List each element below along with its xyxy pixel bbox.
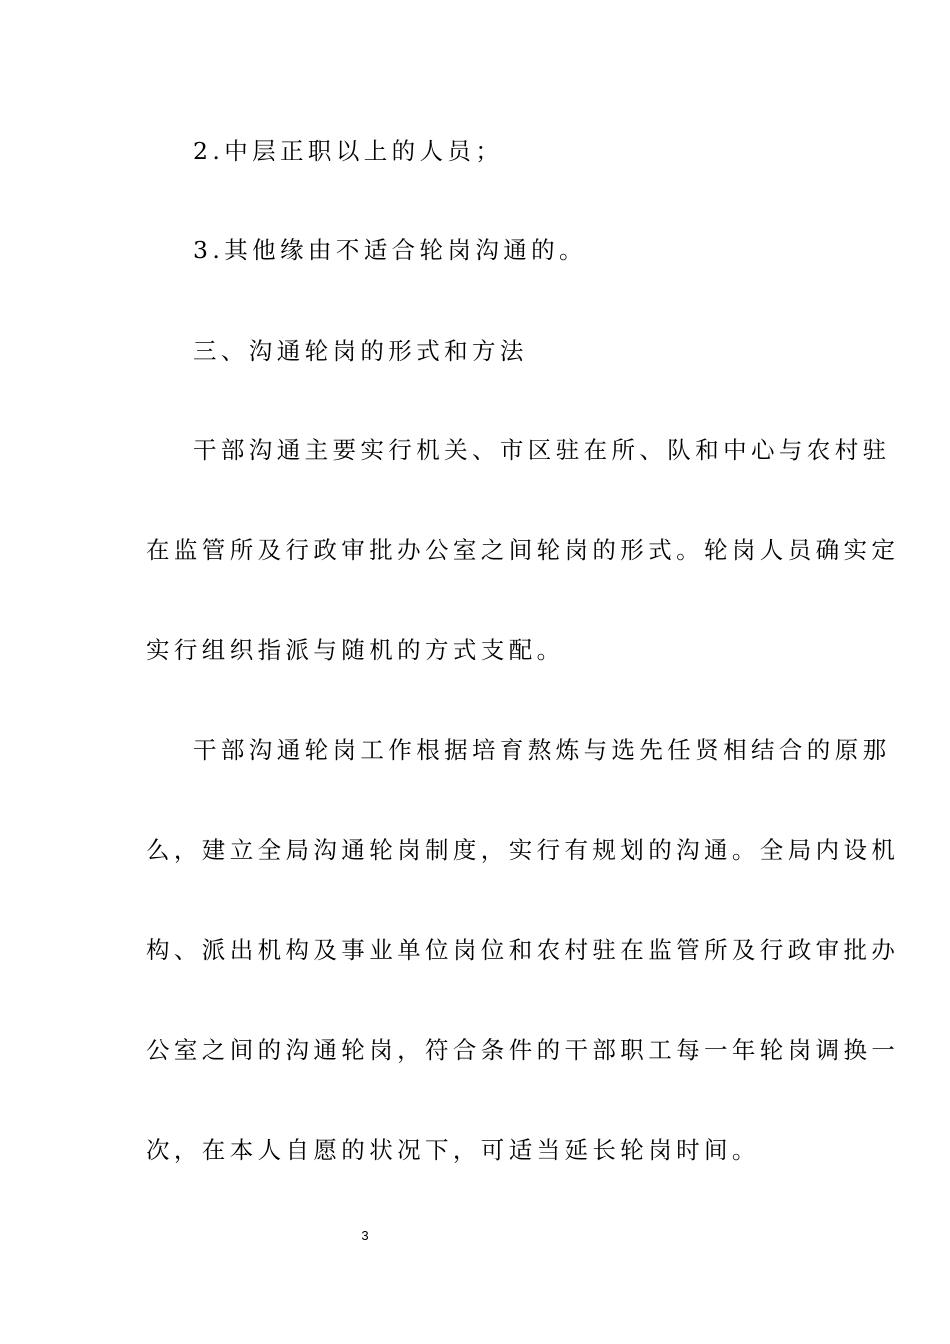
paragraph-2-line-5: 次，在本人自愿的状况下，可适当延长轮岗时间。: [146, 1136, 760, 1164]
paragraph-2-line-2: 么，建立全局沟通轮岗制度，实行有规划的沟通。全局内设机: [146, 836, 900, 864]
paragraph-1-line-1: 干部沟通主要实行机关、市区驻在所、队和中心与农村驻: [193, 436, 891, 464]
paragraph-2-line-1: 干部沟通轮岗工作根据培育熬炼与选先任贤相结合的原那: [193, 736, 891, 764]
paragraph-1-line-3: 实行组织指派与随机的方式支配。: [146, 636, 565, 664]
paragraph-2-line-3: 构、派出机构及事业单位岗位和农村驻在监管所及行政审批办: [146, 936, 900, 964]
paragraph-2-line-4: 公室之间的沟通轮岗，符合条件的干部职工每一年轮岗调换一: [146, 1036, 900, 1064]
paragraph-1-line-2: 在监管所及行政审批办公室之间轮岗的形式。轮岗人员确实定: [146, 536, 900, 564]
page-number: 3: [361, 1228, 369, 1243]
list-item-3: 3.其他缘由不适合轮岗沟通的。: [193, 236, 587, 264]
section-heading: 三、沟通轮岗的形式和方法: [193, 337, 528, 365]
list-item-2: 2.中层正职以上的人员；: [193, 137, 504, 165]
